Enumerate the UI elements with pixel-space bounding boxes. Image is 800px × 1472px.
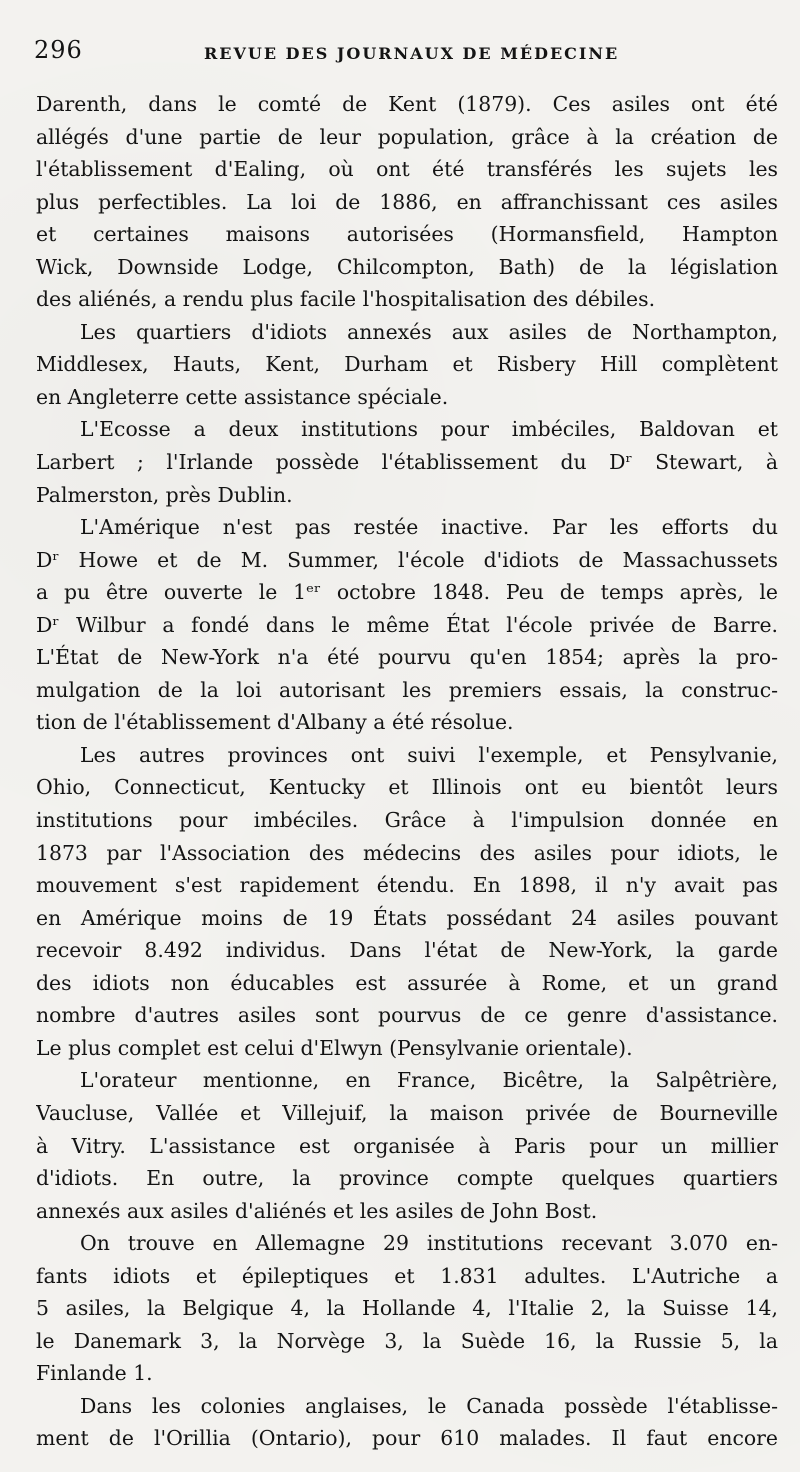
text-line: Larbert ; l'Irlande possède l'établissement du Dʳ Stewart, à <box>36 450 778 475</box>
page-header <box>34 36 764 76</box>
text-line: le Danemark 3, la Norvège 3, la Suède 16, la Russie 5, la <box>36 1328 778 1353</box>
text-line: Vaucluse, Vallée et Villejuif, la maison privée de Bourneville <box>36 1100 778 1125</box>
text-line: Darenth, dans le comté de Kent (1879). Ces asiles ont été <box>36 92 778 116</box>
text-line: fants idiots et épileptiques et 1.831 adultes. L'Autriche a <box>36 1263 778 1288</box>
body-text <box>36 88 778 1455</box>
text-line: L'orateur mentionne, en France, Bicêtre, la Salpêtrière, <box>80 1068 778 1093</box>
text-line: On trouve en Allemagne 29 institutions recevant 3.070 en- <box>80 1231 778 1256</box>
text-line: des idiots non éducables est assurée à Rome, et un grand <box>36 970 778 995</box>
text-line: mulgation de la loi autorisant les premiers essais, la construc- <box>36 677 778 702</box>
text-line: nombre d'autres asiles sont pourvus de ce genre d'assistance. <box>36 1003 778 1028</box>
text-line: allégés d'une partie de leur population, grâce à la création de <box>36 124 778 149</box>
text-line: L'État de New-York n'a été pourvu qu'en 1854; après la pro- <box>36 645 778 670</box>
running-title: REVUE DES JOURNAUX DE MÉDECINE <box>204 44 620 63</box>
text-line: Le plus complet est celui d'Elwyn (Pensylvanie orientale). <box>36 1035 633 1060</box>
text-line: Dans les colonies anglaises, le Canada possède l'établisse- <box>80 1393 778 1418</box>
text-line: Middlesex, Hauts, Kent, Durham et Risbery Hill complètent <box>36 352 778 377</box>
text-line: ment de l'Orillia (Ontario), pour 610 malades. Il faut encore <box>36 1426 778 1451</box>
page-number: 296 <box>34 36 83 64</box>
text-line: L'Ecosse a deux institutions pour imbéciles, Baldovan et <box>80 417 778 442</box>
text-line: des aliénés, a rendu plus facile l'hospitalisation des débiles. <box>36 287 656 312</box>
text-line: Dʳ Wilbur a fondé dans le même État l'école privée de Barre. <box>36 612 778 637</box>
text-line: mouvement s'est rapidement étendu. En 1898, il n'y avait pas <box>36 873 778 898</box>
text-line: plus perfectibles. La loi de 1886, en affranchissant ces asiles <box>36 189 778 214</box>
text-line: à Vitry. L'assistance est organisée à Paris pour un millier <box>36 1133 778 1158</box>
text-line: en Amérique moins de 19 États possédant 24 asiles pouvant <box>36 905 778 930</box>
text-line: Wick, Downside Lodge, Chilcompton, Bath) de la législation <box>36 254 778 279</box>
text-line: tion de l'établissement d'Albany a été résolue. <box>36 710 514 735</box>
text-line: Finlande 1. <box>36 1361 153 1386</box>
text-line: l'établissement d'Ealing, où ont été transférés les sujets les <box>36 157 778 182</box>
text-line: et certaines maisons autorisées (Hormansfield, Hampton <box>36 222 778 247</box>
text-line: recevoir 8.492 individus. Dans l'état de New-York, la garde <box>36 938 778 963</box>
text-line: Dʳ Howe et de M. Summer, l'école d'idiots de Massachussets <box>36 547 778 572</box>
text-line: a pu être ouverte le 1ᵉʳ octobre 1848. Peu de temps après, le <box>36 580 778 605</box>
text-line: Ohio, Connecticut, Kentucky et Illinois ont eu bientôt leurs <box>36 775 778 800</box>
text-line: 5 asiles, la Belgique 4, la Hollande 4, l'Italie 2, la Suisse 14, <box>36 1296 778 1321</box>
text-line: L'Amérique n'est pas restée inactive. Par les efforts du <box>80 515 778 540</box>
text-line: institutions pour imbéciles. Grâce à l'impulsion donnée en <box>36 808 778 833</box>
text-line: d'idiots. En outre, la province compte quelques quartiers <box>36 1166 778 1191</box>
text-line: annexés aux asiles d'aliénés et les asiles de John Bost. <box>36 1198 598 1223</box>
text-line: en Angleterre cette assistance spéciale. <box>36 384 449 409</box>
text-line: Les autres provinces ont suivi l'exemple, et Pensylvanie, <box>80 742 778 767</box>
text-line: Palmerston, près Dublin. <box>36 482 293 507</box>
text-line: 1873 par l'Association des médecins des asiles pour idiots, le <box>36 840 778 865</box>
text-line: Les quartiers d'idiots annexés aux asiles de Northampton, <box>80 319 778 344</box>
